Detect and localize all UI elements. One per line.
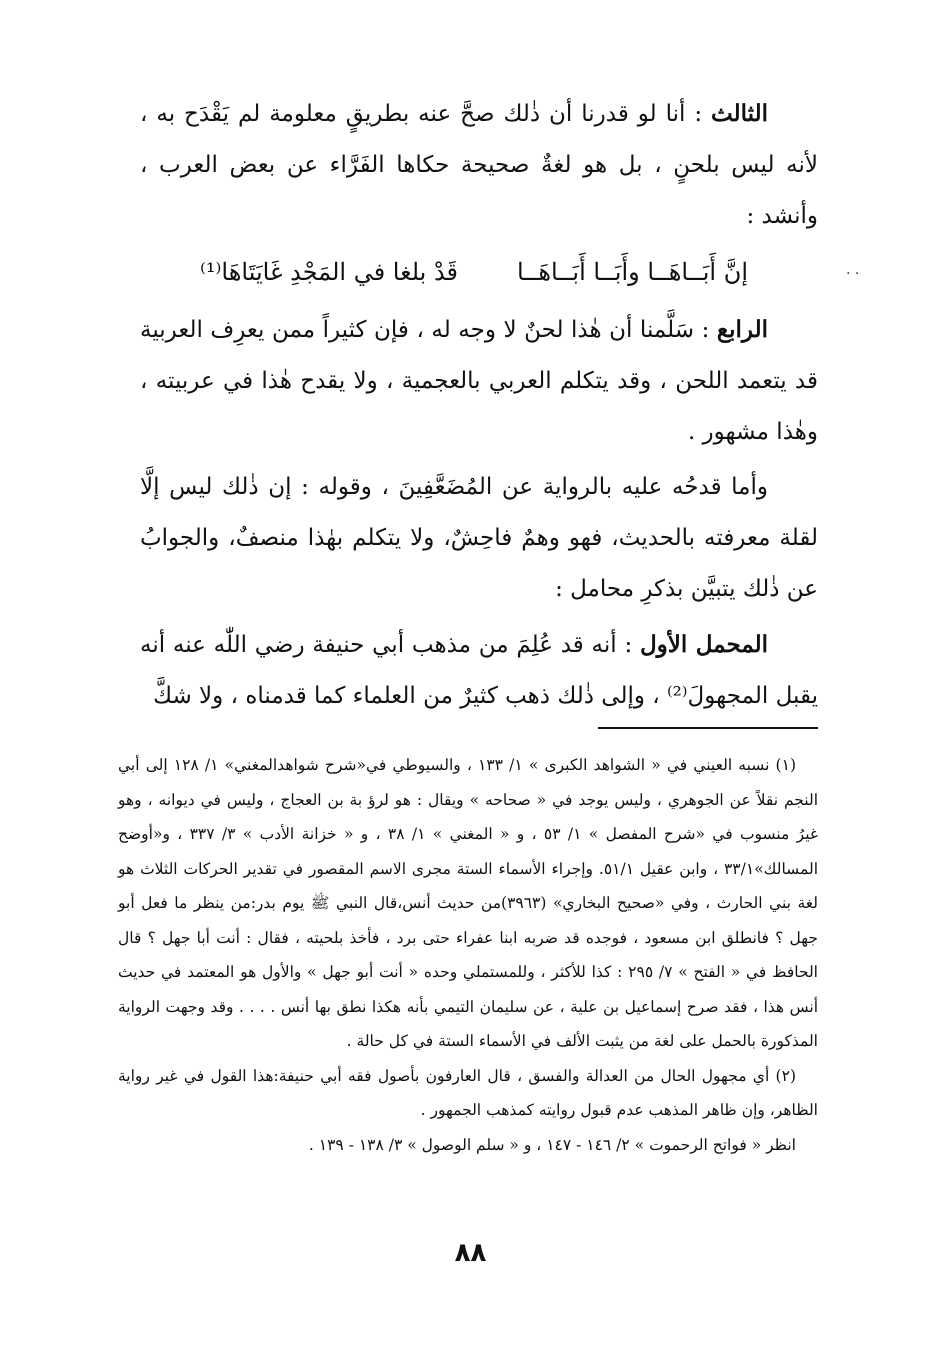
term-first-interpretation: المحمل الأول bbox=[639, 631, 769, 658]
footnote-2: (٢) أي مجهول الحال من العدالة والفسق ، قال العارفون بأصول فقه أبي حنيفة:هذا القول في غير رواية الظاهر، وإن ظاهر المذهب عدم قبول روايته كمذهب الجمهور . bbox=[118, 1066, 818, 1119]
verse-second-hemistich: قَدْ بلغا في المَجْدِ غَايَتَاهَا⁽¹⁾ bbox=[200, 258, 459, 286]
term-fourth: الرابع bbox=[716, 316, 768, 343]
paragraph-first-interpretation bbox=[140, 619, 818, 722]
main-text bbox=[140, 88, 818, 726]
footnote-divider bbox=[598, 727, 818, 729]
footnote-1: (١) نسبه العيني في « الشواهد الكبرى » ١/ ١٣٣ ، والسيوطي في«شرح شواهدالمغني» ١/ ١٢٨ إلى أبي النجم نقلاً عن الجوهري ، وليس يوجد في « صحاحه » ويقال : هو لرؤ بة بن العجاج ، وليس في ديوانه ، وهو غيرُ منسوب في «شرح المفصل » ١/ ٥٣ ، و « المغني » ١/ ٣٨ ، و « خزانة الأدب » ٣/ ٣٣٧ ، و«أوضح المسالك»٣٣/١ ، وابن عقيل ٥١/١. وإجراء الأسماء الستة مجرى الاسم المقصور في تقدير الحركات الثلاث هو لغة بني الحارث ، وفي «صحيح البخاري» (٣٩٦٣)من حديث أنس،قال النبي ﷺ يوم بدر:من ينظر ما فعل أبو جهل ؟ فانطلق ابن مسعود ، فوجده قد ضربه ابنا عفراء حتى برد ، فأخذ بلحيته ، فقال : أنت أبا جهل ؟ قال الحافظ في « الفتح » ٧/ ٢٩٥ : كذا للأكثر ، وللمستملي وحده « أنت أبو جهل » والأول هو المعتمد في حديث أنس هذا ، فقد صرح إسماعيل بن علية ، عن سليمان التيمي بأنه هكذا نطق بها أنس . . . . وقد وجهت الرواية المذكورة بالحمل على لغة من يثبت الألف في الأسماء الستة في كل حالة . bbox=[118, 756, 819, 1050]
term-third: الثالث bbox=[711, 100, 768, 127]
paragraph-third bbox=[140, 88, 818, 242]
page-number: ٨٨ bbox=[454, 1238, 487, 1268]
paragraph-response: وأما قدحُه عليه بالرواية عن المُضَعَّفِينَ ، وقوله : إن ذٰلك ليس إلَّا لقلة معرفته بالحديث، فهو وهمٌ فاحِشٌ، ولا يتكلم بهٰذا منصفٌ، والجوابُ عن ذٰلك يتبيَّن بذكرِ محامل : bbox=[140, 474, 818, 602]
paragraph-fourth-text: : سَلَّمنا أن هٰذا لحنٌ لا وجه له ، فإن كثيراً ممن يعرِف العربية قد يتعمد اللحن ، وقد يتكلم العربي بالعجمية ، ولا يقدح هٰذا في عربيته ، وهٰذا مشهور . bbox=[140, 317, 818, 445]
paragraph-fourth bbox=[140, 304, 818, 458]
paragraph-first-interpretation-text: : أنه قد عُلِمَ من مذهب أبي حنيفة رضي اللّٰه عنه أنه يقبل المجهولَ⁽²⁾ ، وإلى ذٰلك ذهب كثيرٌ من العلماء كما قدمناه ، ولا شكَّ bbox=[140, 632, 818, 709]
verse-first-hemistich: إنَّ أَبَــاهَــا وأَبَــا أَبَــاهَــا bbox=[517, 258, 748, 286]
paragraph-third-text: : أنا لو قدرنا أن ذٰلك صحَّ عنه بطريقٍ معلومة لم يَقْدَح به ، لأنه ليس بلحنٍ ، بل هو لغةٌ صحيحة حكاها الفَرَّاء عن بعض العرب ، وأنشد : bbox=[140, 101, 818, 229]
footnote-2-reference: انظر « فواتح الرحموت » ٢/ ١٤٦ - ١٤٧ ، و « سلم الوصول » ٣/ ١٣٨ - ١٣٩ . bbox=[308, 1135, 796, 1154]
margin-marks: . . bbox=[846, 262, 860, 278]
footnotes bbox=[118, 748, 818, 1162]
poetry-verse bbox=[140, 246, 818, 298]
